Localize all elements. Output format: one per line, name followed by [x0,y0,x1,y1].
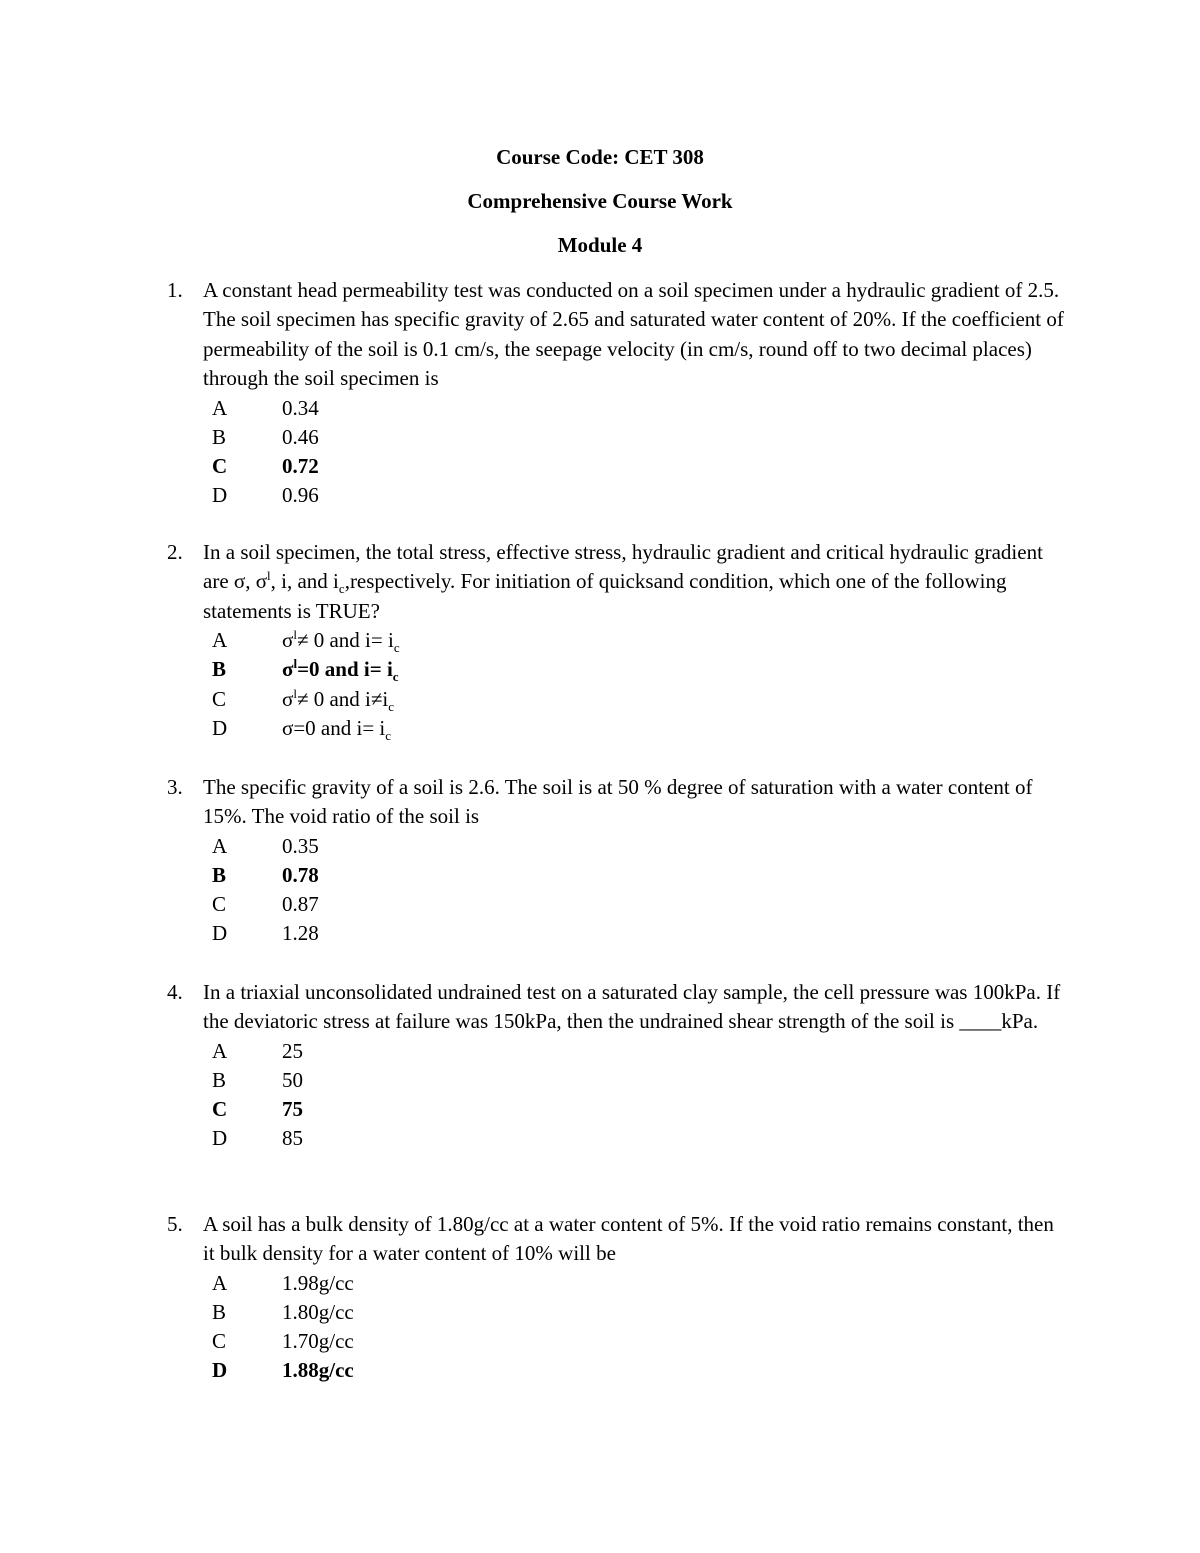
option-letter: B [212,424,227,449]
option-value: 85 [282,1126,303,1151]
option-value: $\sigma^l=0$ and $i= i_c$ [282,656,399,685]
option-value: σ=0 and $i= i_c$ [282,715,392,743]
option-d [167,714,1067,743]
question-text: In a triaxial unconsolidated undrained test on a saturated clay sample, the cell pressure was 100kPa. If the deviatoric stress at failure was 150kPa, then the undrained shear strength of the soil is ____kPa. [203,980,1061,1034]
option-value: 0.35 [282,833,319,858]
question-text: A soil has a bulk density of 1.80g/cc at a water content of 5%. If the void ratio remains constant, then it bulk density for a water content of 10% will be [203,1212,1054,1266]
option-value: 0.96 [282,483,319,508]
option-letter: C [212,1097,228,1122]
option-letter: D [212,715,228,740]
option-letter: A [212,833,228,858]
option-value: $\sigma^l\ne 0$ and $i= i_c$ [282,627,400,656]
option-a [167,832,1067,861]
option-value: 1.88g/cc [282,1358,354,1383]
question-number: 1. [167,278,183,302]
option-c-correct-answer [167,1095,1067,1124]
question-text: The specific gravity of a soil is 2.6. The soil is at 50 % degree of saturation with a water content of 15%. The void ratio of the soil is [203,775,1033,829]
option-letter: D [212,921,228,946]
option-value: 1.80g/cc [282,1300,354,1324]
option-b [167,1298,1067,1327]
option-value: $\sigma^l\ne 0$ and $i\ne i_c$ [282,685,395,714]
option-a [167,394,1067,423]
question-text: In a soil specimen, the total stress, effective stress, hydraulic gradient and critical hydraulic gradient are σ, $\sigma^l$, i, and $i_c,respectively$. For initiation of quicksand condition, which one of the following statements is TRUE? [203,540,1043,623]
option-letter: A [212,1038,228,1063]
question-number: 2. [167,540,183,564]
option-a [167,1269,1067,1298]
question-number: 3. [167,775,183,799]
option-value: 0.78 [282,863,319,887]
option-letter: B [212,863,227,887]
option-letter: C [212,686,227,711]
option-value: 25 [282,1038,303,1063]
option-letter: D [212,1358,228,1383]
option-value: 75 [282,1097,303,1122]
option-c [167,685,1067,714]
course-code-heading: Course Code: CET 308 [496,145,704,169]
option-value: 1.98g/cc [282,1270,354,1295]
option-d [167,481,1067,510]
option-letter: A [212,1270,228,1295]
option-value: 0.46 [282,424,319,449]
question-number: 4. [167,980,183,1004]
option-letter: B [212,1068,227,1092]
question-text: A constant head permeability test was conducted on a soil specimen under a hydraulic gradient of 2.5. The soil specimen has specific gravity of 2.65 and saturated water content of 20%. If the coefficient of permeability of the soil is 0.1 cm/s, the seepage velocity (in cm/s, round off to two decimal places) through the soil specimen is [203,278,1064,391]
option-b-correct-answer [167,655,1067,684]
option-value: 1.28 [282,921,319,946]
course-work-heading: Comprehensive Course Work [467,189,733,213]
option-b [167,423,1067,452]
option-letter: C [212,892,227,917]
option-d-correct-answer [167,1356,1067,1385]
option-c-correct-answer [167,452,1067,481]
question-5 [167,1210,1067,1386]
option-letter: A [212,628,228,653]
option-letter: B [212,657,227,682]
option-d [167,919,1067,948]
option-c [167,890,1067,919]
option-letter: A [212,395,228,420]
option-value: 0.34 [282,395,319,420]
option-letter: D [212,483,228,508]
question-4 [167,978,1067,1154]
question-number: 5. [167,1212,183,1236]
option-value: 1.70g/cc [282,1329,354,1354]
option-letter: B [212,1300,227,1324]
option-letter: C [212,454,228,478]
option-a [167,1037,1067,1066]
option-c [167,1327,1067,1356]
option-letter: C [212,1329,227,1354]
option-value: 0.72 [282,454,319,478]
question-3 [167,773,1067,949]
option-value: 0.87 [282,892,319,917]
option-b [167,1066,1067,1095]
option-b-correct-answer [167,861,1067,890]
option-value: 50 [282,1068,303,1092]
module-heading: Module 4 [557,233,643,257]
option-a [167,626,1067,655]
option-letter: D [212,1126,228,1151]
question-1 [167,276,1067,510]
question-2 [167,538,1067,743]
option-d [167,1124,1067,1153]
